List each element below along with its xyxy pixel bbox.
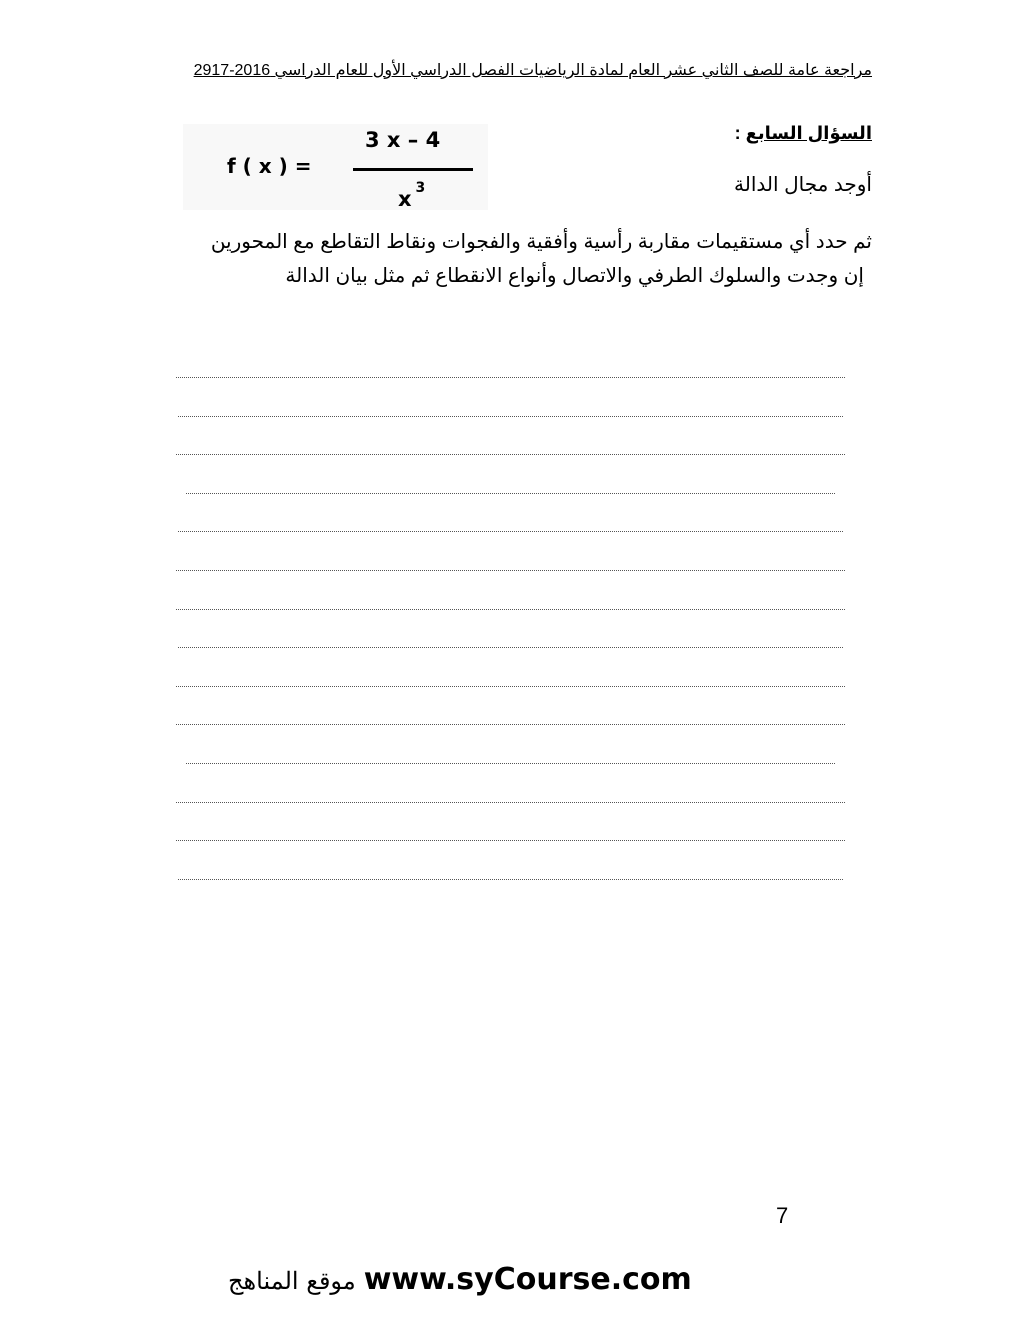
answer-line — [186, 763, 835, 764]
page-number: 7 — [776, 1203, 789, 1228]
denominator-exponent: 3 — [415, 180, 426, 196]
formula-lhs: f ( x ) = — [227, 154, 312, 178]
answer-line — [176, 840, 845, 841]
instruction-line: ثم حدد أي مستقيمات مقاربة رأسية وأفقية والفجوات ونقاط التقاطع مع المحورين — [210, 231, 872, 253]
answer-line — [178, 879, 843, 880]
answer-line — [176, 609, 845, 610]
footer-site-name: موقع المناهج — [228, 1267, 356, 1295]
answer-line — [176, 802, 845, 803]
denominator-base: x — [398, 187, 412, 211]
formula-numerator: 3 x – 4 — [365, 128, 441, 152]
answer-line — [176, 377, 845, 378]
document-header: مراجعة عامة للصف الثاني عشر العام لمادة الرياضيات الفصل الدراسي الأول للعام الدراسي 2016-2917 — [193, 62, 872, 79]
question-title-colon: : — [734, 123, 741, 143]
question-domain-instruction: أوجد مجال الدالة — [734, 174, 872, 196]
answer-line — [186, 493, 835, 494]
answer-line — [176, 570, 845, 571]
answer-line — [176, 724, 845, 725]
answer-line — [178, 647, 843, 648]
answer-line — [176, 454, 845, 455]
instruction-line: إن وجدت والسلوك الطرفي والاتصال وأنواع الانقطاع ثم مثل بيان الدالة — [285, 265, 864, 287]
question-title-text: السؤال السابع — [745, 123, 872, 143]
answer-line — [178, 531, 843, 532]
footer — [228, 1262, 692, 1297]
footer-url: www.syCourse.com — [363, 1262, 692, 1297]
answer-line — [178, 416, 843, 417]
answer-line — [176, 686, 845, 687]
